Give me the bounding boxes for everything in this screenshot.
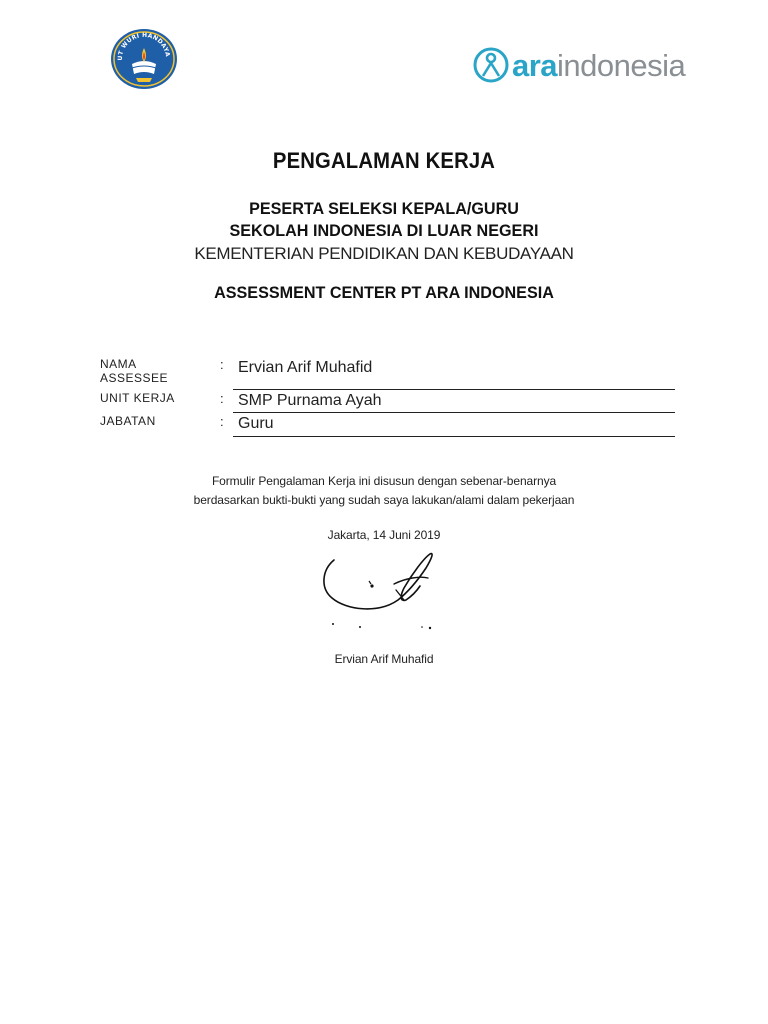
statement-line-2: berdasarkan bukti-bukti yang sudah saya lakukan/alami dalam pekerjaan [193, 493, 575, 507]
signature [316, 548, 446, 634]
unit-kerja-underline [233, 412, 675, 413]
nama-label-line-2: ASSESSEE [100, 371, 169, 385]
signature-scribble-icon [316, 548, 446, 634]
kemdikbud-motto: UT WURI HANDAYA [116, 31, 171, 61]
kemdikbud-logo [110, 28, 178, 90]
subtitle-line-2: SEKOLAH INDONESIA DI LUAR NEGERI [229, 221, 539, 240]
ara-wordmark-ara: ara [512, 48, 558, 83]
subtitle-line-3: KEMENTERIAN PENDIDIKAN DAN KEBUDAYAAN [194, 244, 574, 263]
ara-person-icon [472, 46, 510, 84]
nama-value: Ervian Arif Muhafid [238, 359, 373, 376]
unit-kerja-colon: : [220, 391, 224, 406]
subtitle-line-4: ASSESSMENT CENTER PT ARA INDONESIA [214, 283, 554, 302]
jabatan-label: JABATAN [100, 414, 156, 428]
ara-indonesia-logo [472, 44, 686, 88]
subtitle-line-1: PESERTA SELEKSI KEPALA/GURU [249, 199, 519, 218]
kemdikbud-emblem-icon [110, 28, 178, 90]
jabatan-underline [233, 436, 675, 437]
document-title: PENGALAMAN KERJA [272, 148, 496, 173]
nama-underline [233, 389, 675, 390]
unit-kerja-value: SMP Purnama Ayah [238, 392, 382, 409]
signer-name: Ervian Arif Muhafid [334, 652, 434, 666]
jabatan-value: Guru [238, 415, 274, 432]
place-date: Jakarta, 14 Juni 2019 [327, 528, 441, 542]
ara-wordmark [512, 44, 685, 88]
nama-label-line-1: NAMA [100, 357, 137, 371]
nama-colon: : [220, 357, 224, 372]
ara-wordmark-indonesia: indonesia [557, 48, 686, 83]
statement-line-1: Formulir Pengalaman Kerja ini disusun dengan sebenar-benarnya [211, 474, 557, 488]
unit-kerja-label: UNIT KERJA [100, 391, 175, 405]
nama-label [100, 357, 168, 385]
jabatan-colon: : [220, 414, 224, 429]
